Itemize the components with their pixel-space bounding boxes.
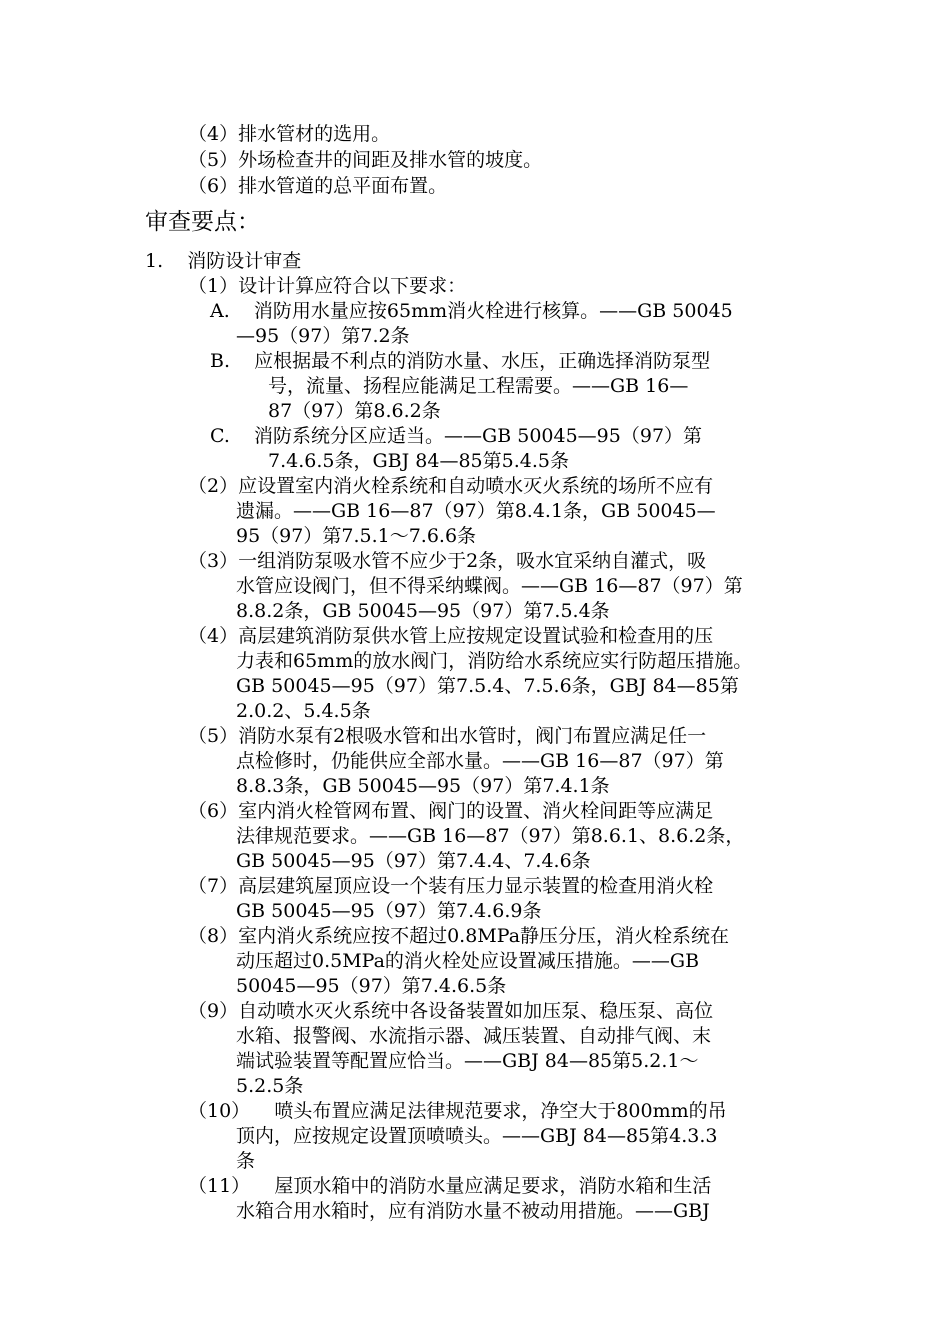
text-line: （1）设计计算应符合以下要求： (188, 275, 467, 297)
text-line: GB 50045—95（97）第7.5.4、7.5.6条，GBJ 84—85第 (236, 675, 739, 697)
text-line: 8.8.2条，GB 50045—95（97）第7.5.4条 (236, 600, 610, 622)
text-line: （4）排水管材的选用。 (188, 123, 391, 145)
text-line: 遗漏。——GB 16—87（97）第8.4.1条，GB 50045— (236, 500, 716, 522)
text-line: （5）外场检查井的间距及排水管的坡度。 (188, 149, 543, 171)
text-line: 点检修时，仍能供应全部水量。——GB 16—87（97）第 (236, 750, 724, 772)
text-line: A. 消防用水量应按65mm消火栓进行核算。——GB 50045 (210, 300, 733, 322)
text-line: 动压超过0.5MPa的消火栓处应设置减压措施。——GB (236, 950, 700, 972)
text-line: （10） 喷头布置应满足法律规范要求，净空大于800mm的吊 (188, 1100, 727, 1122)
text-line: （9）自动喷水灭火系统中各设备装置如加压泵、稳压泵、高位 (188, 1000, 714, 1022)
text-line: 力表和65mm的放水阀门，消防给水系统应实行防超压措施。 (236, 650, 753, 672)
text-line: （4）高层建筑消防泵供水管上应按规定设置试验和检查用的压 (188, 625, 714, 647)
text-line: 条 (236, 1150, 256, 1172)
text-line: （8）室内消火系统应按不超过0.8MPa静压分压，消火栓系统在 (188, 925, 730, 947)
text-line: 号，流量、扬程应能满足工程需要。——GB 16— (268, 375, 689, 397)
text-line: （7）高层建筑屋顶应设一个装有压力显示装置的检查用消火栓 (188, 875, 714, 897)
text-line: 2.0.2、5.4.5条 (236, 700, 371, 722)
text-line: C. 消防系统分区应适当。——GB 50045—95（97）第 (210, 425, 703, 447)
text-line: 87（97）第8.6.2条 (268, 400, 441, 422)
text-line: GB 50045—95（97）第7.4.4、7.4.6条 (236, 850, 591, 872)
text-line: 1. 消防设计审查 (145, 250, 302, 272)
section-heading: 审查要点： (145, 209, 260, 235)
text-line: 法律规范要求。——GB 16—87（97）第8.6.1、8.6.2条， (236, 825, 745, 847)
text-line: 顶内，应按规定设置顶喷喷头。——GBJ 84—85第4.3.3 (236, 1125, 718, 1147)
text-line: B. 应根据最不利点的消防水量、水压，正确选择消防泵型 (210, 350, 711, 372)
text-line: 水管应设阀门，但不得采纳蝶阀。——GB 16—87（97）第 (236, 575, 743, 597)
text-line: （6）排水管道的总平面布置。 (188, 175, 448, 197)
text-line: 7.4.6.5条，GBJ 84—85第5.4.5条 (268, 450, 569, 472)
text-line: 水箱合用水箱时，应有消防水量不被动用措施。——GBJ (236, 1200, 710, 1222)
text-line: （3）一组消防泵吸水管不应少于2条，吸水宜采纳自灌式，吸 (188, 550, 707, 572)
text-line: 水箱、报警阀、水流指示器、减压装置、自动排气阀、末 (236, 1025, 712, 1047)
text-line: —95（97）第7.2条 (236, 325, 410, 347)
text-line: 50045—95（97）第7.4.6.5条 (236, 975, 507, 997)
text-line: 95（97）第7.5.1～7.6.6条 (236, 525, 477, 547)
text-line: GB 50045—95（97）第7.4.6.9条 (236, 900, 542, 922)
text-line: 5.2.5条 (236, 1075, 304, 1097)
text-line: （6）室内消火栓管网布置、阀门的设置、消火栓间距等应满足 (188, 800, 714, 822)
text-line: （11） 屋顶水箱中的消防水量应满足要求，消防水箱和生活 (188, 1175, 712, 1197)
text-line: 端试验装置等配置应恰当。——GBJ 84—85第5.2.1～ (236, 1050, 699, 1072)
text-line: （5）消防水泵有2根吸水管和出水管时，阀门布置应满足任一 (188, 725, 707, 747)
text-line: （2）应设置室内消火栓系统和自动喷水灭火系统的场所不应有 (188, 475, 714, 497)
text-line: 8.8.3条，GB 50045—95（97）第7.4.1条 (236, 775, 610, 797)
